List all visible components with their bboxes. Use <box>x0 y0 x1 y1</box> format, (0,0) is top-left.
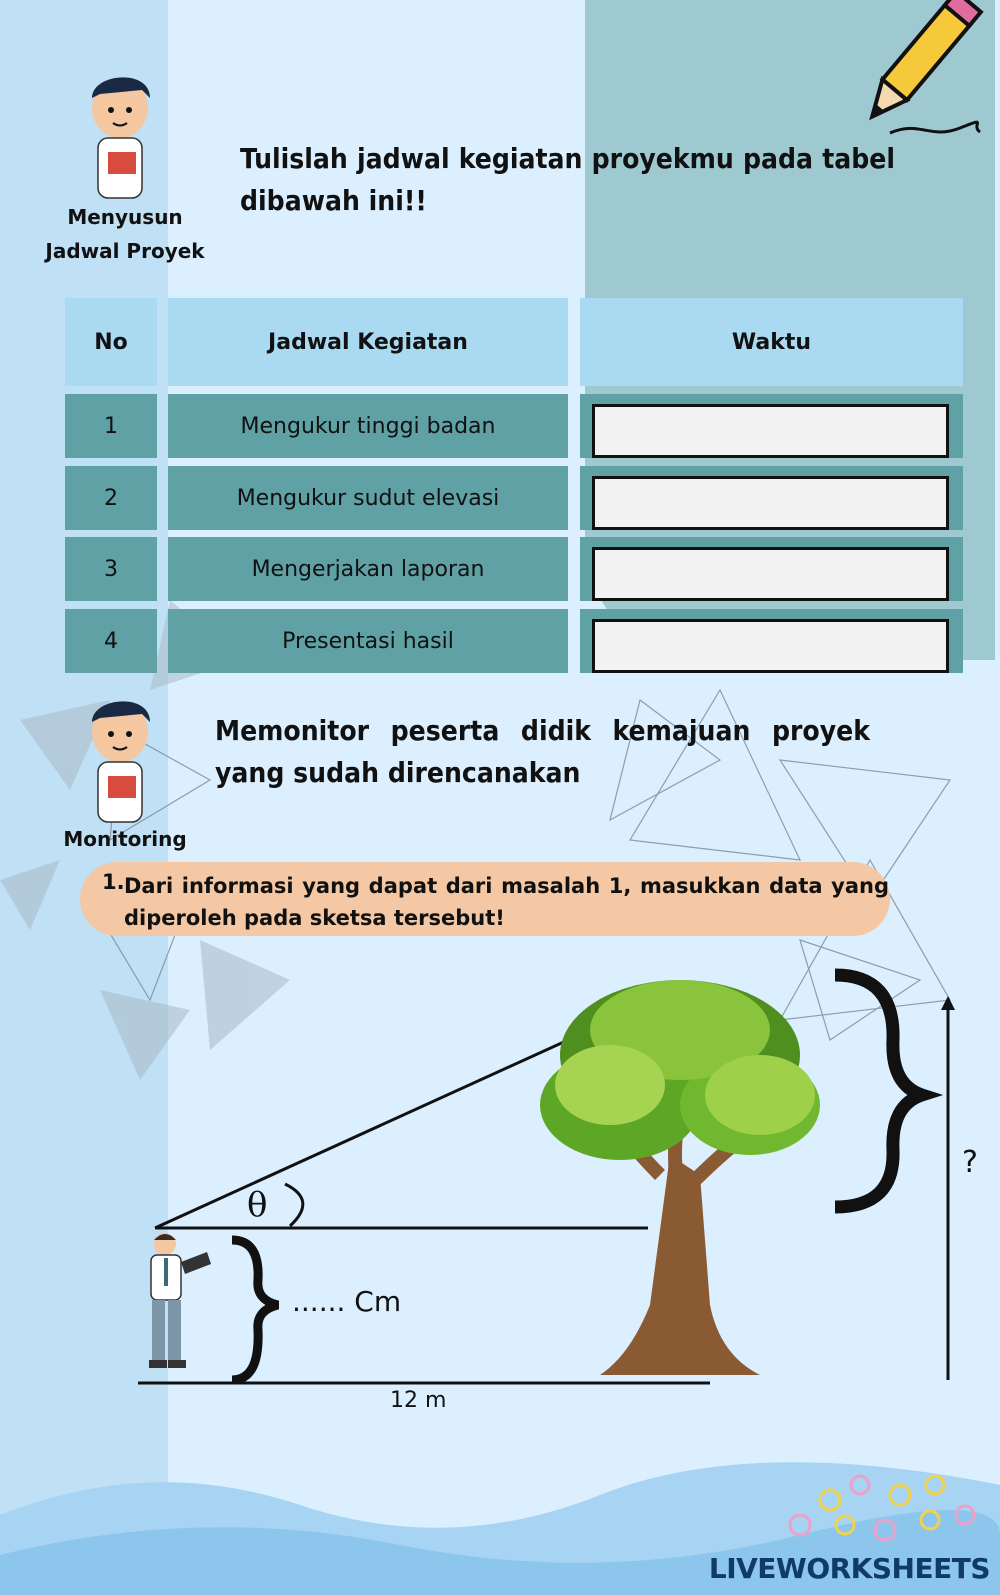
table-row-no: 1 <box>65 394 157 458</box>
question-text: Dari informasi yang dapat dari masalah 1, masukkan data yang diperoleh pada sketsa tersebut! <box>124 874 889 930</box>
height-label: ...... Cm <box>292 1285 402 1318</box>
angle-arc <box>285 1184 303 1226</box>
table-row-activity: Mengukur tinggi badan <box>168 394 568 458</box>
table-header-time: Waktu <box>580 298 963 386</box>
character-label-schedule: Menyusun Jadwal Proyek <box>45 205 205 263</box>
character-label-monitoring: Monitoring <box>63 827 187 851</box>
table-row-activity: Mengerjakan laporan <box>168 537 568 601</box>
tree-icon <box>530 975 870 1395</box>
distance-label: 12 m <box>390 1388 447 1413</box>
table-row-no: 2 <box>65 466 157 530</box>
liveworksheets-logo[interactable]: LIVEWORKSHEETS <box>708 1552 990 1585</box>
instruction-schedule: Tulislah jadwal kegiatan proyekmu pada tabel dibawah ini!! <box>240 142 895 217</box>
table-row-activity: Mengukur sudut elevasi <box>168 466 568 530</box>
table-row-no: 4 <box>65 609 157 673</box>
table-row-no: 3 <box>65 537 157 601</box>
angle-symbol: θ <box>247 1185 268 1225</box>
table-row-activity: Presentasi hasil <box>168 609 568 673</box>
question-number: 1. <box>102 870 125 894</box>
unknown-height-label: ? <box>962 1145 978 1180</box>
small-brace <box>232 1240 278 1380</box>
table-header-activity: Jadwal Kegiatan <box>168 298 568 386</box>
table-header-no: No <box>65 298 157 386</box>
person-icon <box>135 1230 225 1380</box>
instruction-monitoring: Memonitor peserta didik kemajuan proyek yang sudah direncanakan <box>215 714 870 789</box>
